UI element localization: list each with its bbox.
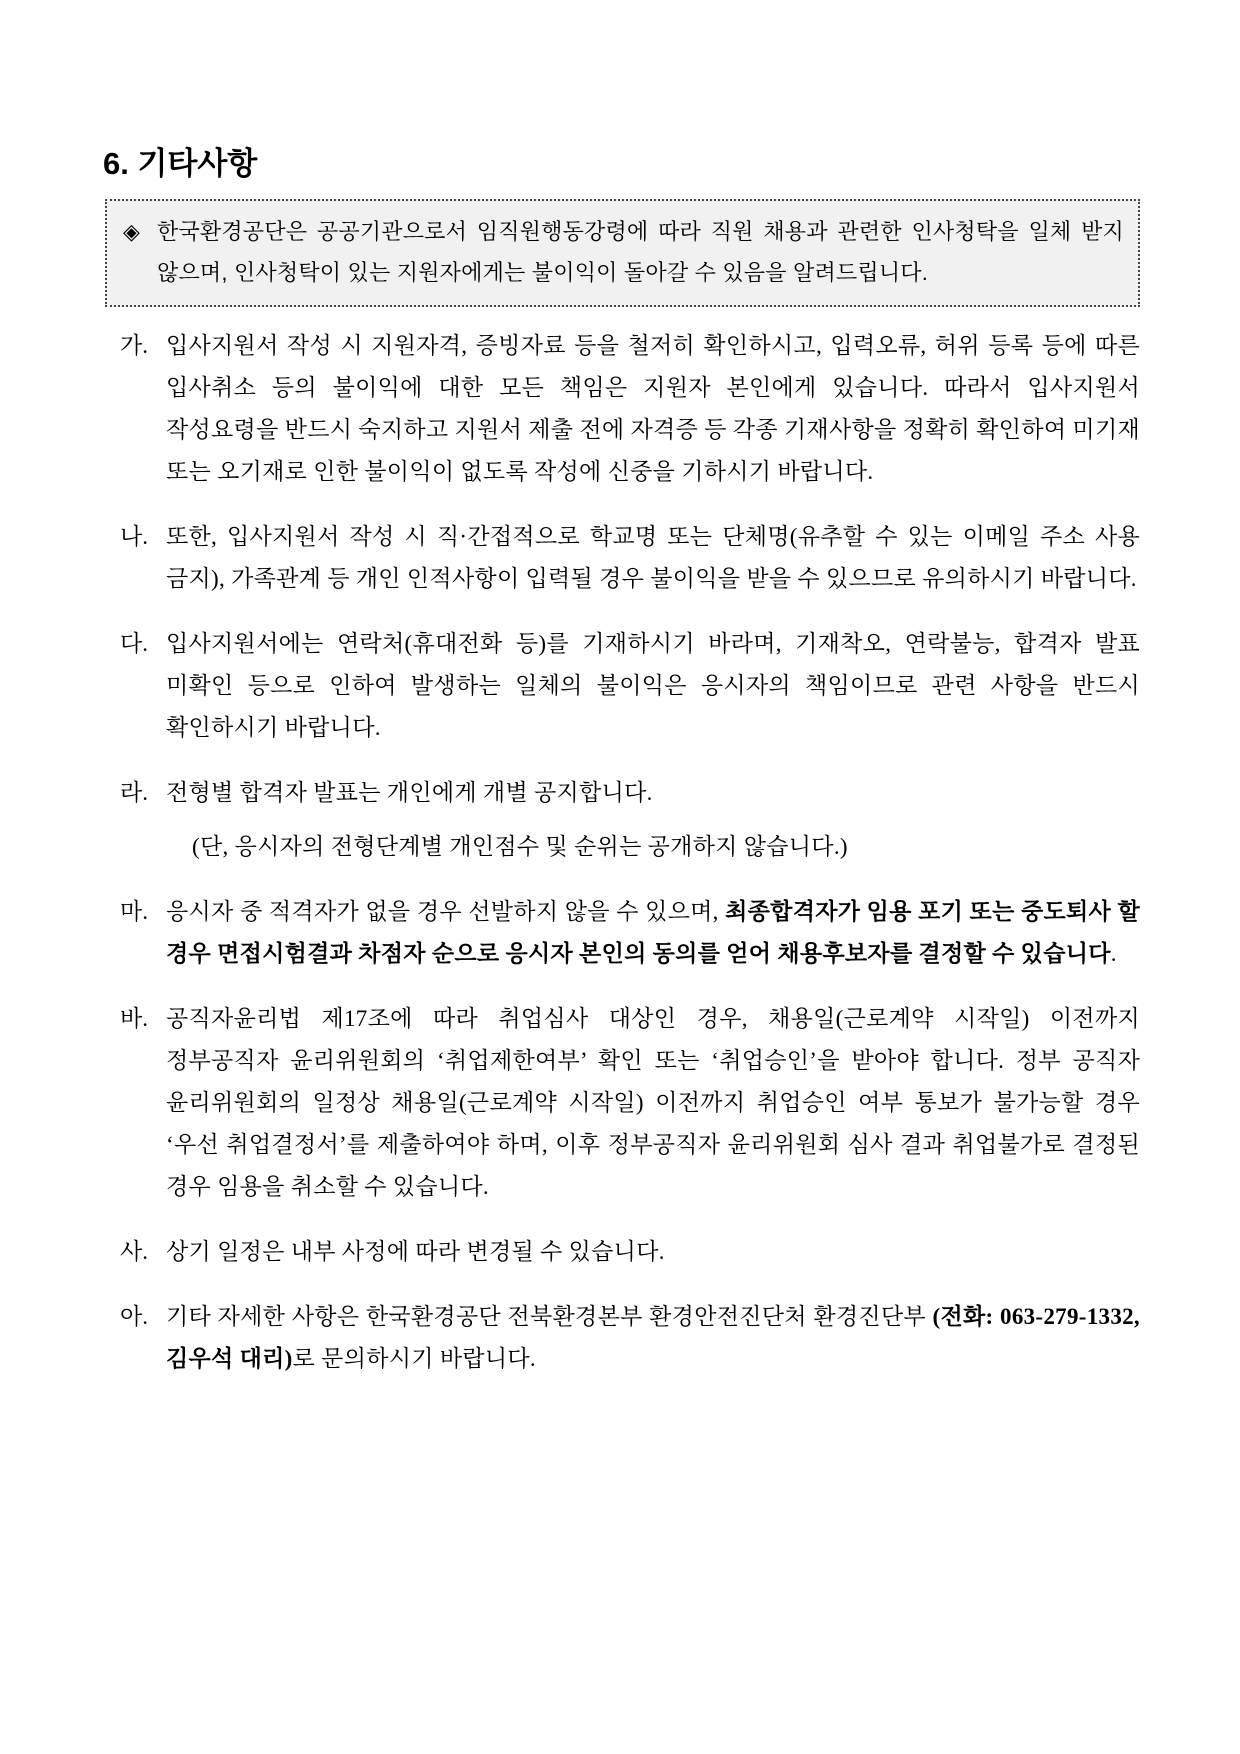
item-text (166, 623, 1140, 749)
item-marker: 바. (120, 1006, 148, 1031)
item-body (166, 1296, 1140, 1380)
item-segment: 공직자윤리법 제17조에 따라 취업심사 대상인 경우, 채용일(근로계약 시작일) 이전까지 정부공직자 윤리위원회의 ‘취업제한여부’ 확인 또는 ‘취업승인’을 받아야 합니다. 정부 공직자 윤리위원회의 일정상 채용일(근로계약 시작일) 이전까지 취업승인 여부 통보가 불가능할 경우 ‘우선 취업결정서’를 제출하여야 하며, 이후 정부공직자 윤리위원회 심사 결과 취업불가로 결정된 경우 임용을 취소할 수 있습니다. (166, 1006, 1140, 1199)
list-item-sa (120, 1231, 1140, 1273)
item-segment-bold: (전화: 063-279-1332, 김우석 대리) (166, 1304, 1140, 1371)
item-segment: . (1110, 941, 1117, 966)
item-body (166, 772, 1140, 868)
item-text (166, 1231, 1140, 1273)
item-segment-bold: 최종합격자가 임용 포기 또는 중도퇴사 할 경우 면접시험결과 차점자 순으로 응시자 본인의 동의를 얻어 채용후보자를 결정할 수 있습니다 (166, 899, 1140, 966)
item-list (103, 325, 1140, 1380)
section-title: 6. 기타사항 (103, 146, 258, 181)
item-segment: 입사지원서에는 연락처(휴대전화 등)를 기재하시기 바라며, 기재착오, 연락불능, 합격자 발표 미확인 등으로 인하여 발생하는 일체의 불이익은 응시자의 책임이므로 관련 사항을 반드시 확인하시기 바랍니다. (166, 631, 1140, 740)
item-marker: 나. (120, 524, 148, 549)
item-body (166, 623, 1140, 749)
notice-text: 한국환경공단은 공공기관으로서 임직원행동강령에 따라 직원 채용과 관련한 인사청탁을 일체 받지 않으며, 인사청탁이 있는 지원자에게는 불이익이 돌아갈 수 있음을 알려드립니다. (157, 219, 1124, 285)
list-item-na (120, 516, 1140, 600)
item-marker: 아. (120, 1304, 148, 1329)
item-segment: 응시자 중 적격자가 없을 경우 선발하지 않을 수 있으며, (166, 899, 726, 924)
list-item-ba (120, 998, 1140, 1208)
item-body (166, 998, 1140, 1208)
item-body (166, 516, 1140, 600)
item-text (166, 516, 1140, 600)
item-marker: 가. (120, 333, 148, 358)
list-item-ga (120, 325, 1140, 493)
item-body (166, 1231, 1140, 1273)
list-item-ra (120, 772, 1140, 868)
diamond-bullet-icon: ◈ (123, 219, 140, 244)
item-text (166, 325, 1140, 493)
item-text (166, 891, 1140, 975)
item-segment: 로 문의하시기 바랍니다. (292, 1346, 536, 1371)
list-item-a (120, 1296, 1140, 1380)
notice-box (105, 199, 1140, 307)
item-segment: 또한, 입사지원서 작성 시 직·간접적으로 학교명 또는 단체명(유추할 수 있는 이메일 주소 사용 금지), 가족관계 등 개인 인적사항이 입력될 경우 불이익을 받을 수 있으므로 유의하시기 바랍니다. (166, 524, 1140, 591)
item-body (166, 891, 1140, 975)
item-marker: 라. (120, 780, 148, 805)
item-segment: 전형별 합격자 발표는 개인에게 개별 공지합니다. (166, 780, 653, 805)
list-item-da (120, 623, 1140, 749)
item-marker: 다. (120, 631, 148, 656)
item-text (166, 998, 1140, 1208)
item-marker: 사. (120, 1239, 148, 1264)
item-segment: 입사지원서 작성 시 지원자격, 증빙자료 등을 철저히 확인하시고, 입력오류, 허위 등록 등에 따른 입사취소 등의 불이익에 대한 모든 책임은 지원자 본인에게 있습니다. 따라서 입사지원서 작성요령을 반드시 숙지하고 지원서 제출 전에 자격증 등 각종 기재사항을 정확히 확인하여 미기재 또는 오기재로 인한 불이익이 없도록 작성에 신중을 기하시기 바랍니다. (166, 333, 1140, 484)
item-marker: 마. (120, 899, 148, 924)
item-text (166, 1296, 1140, 1380)
item-segment: 상기 일정은 내부 사정에 따라 변경될 수 있습니다. (166, 1239, 665, 1264)
list-item-ma (120, 891, 1140, 975)
item-note: (단, 응시자의 전형단계별 개인점수 및 순위는 공개하지 않습니다.) (192, 834, 848, 859)
item-segment: 기타 자세한 사항은 한국환경공단 전북환경본부 환경안전진단처 환경진단부 (166, 1304, 933, 1329)
item-body (166, 325, 1140, 493)
item-text (166, 772, 1140, 814)
